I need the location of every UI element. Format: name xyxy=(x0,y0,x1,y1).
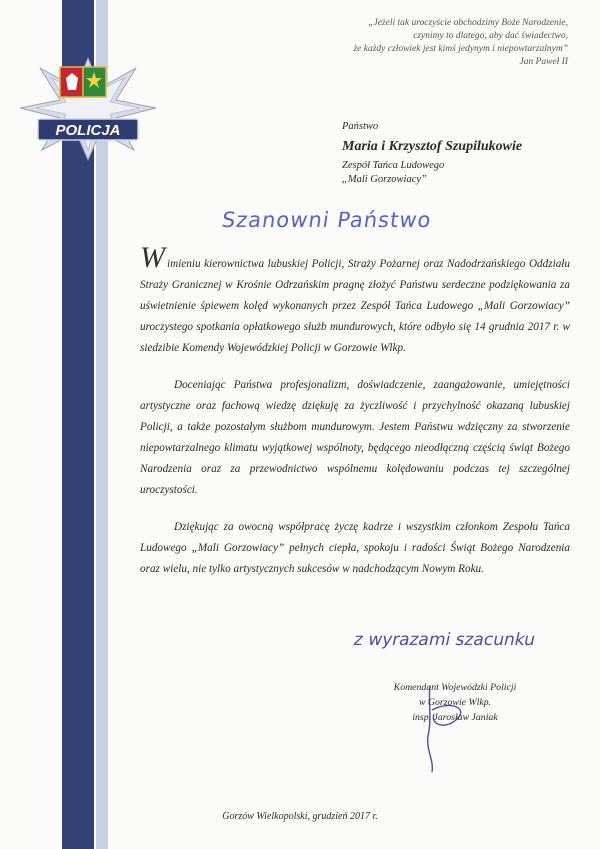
signatory-title: w Gorzowie Wlkp. xyxy=(418,697,492,708)
quote-line: „Jeżeli tak uroczyście obchodzimy Boże Narodzenie, xyxy=(368,18,568,28)
police-star-badge-icon xyxy=(16,56,160,161)
drop-cap: W xyxy=(140,241,165,274)
signatory-title: Komendant Wojewódzki Policji xyxy=(393,682,517,693)
addressee-block xyxy=(342,120,522,187)
addressee-salutation: Państwo xyxy=(342,121,379,132)
paragraph-text: imieniu kierownictwa lubuskiej Policji, Straży Pożarnej oraz Nadodrzańskiego Oddziału Straży Granicznej w Krośnie Odrzańskim pragnę złożyć Państwu serdeczne podziękowania za uświetnienie śpiewem kolęd wykonanych przez Zespół Tańca Ludowego „Mali Gorzowiacy” uroczystego spotkania opłatkowego służb mundurowych, które odbyło się 14 grudnia 2017 r. w siedzibie Komendy Wojewódzkiej Policji w Gorzowie Wlkp. xyxy=(140,258,570,354)
badge-label: POLICJA xyxy=(55,122,121,139)
quote-line: czynimy to dlatego, aby dać świadectwo, xyxy=(413,31,568,41)
signatory-name: insp. Jarosław Janiak xyxy=(412,712,498,723)
paragraph: Doceniając Państwa profesjonalizm, doświadczenie, zaangażowanie, umiejętności artystyczne oraz fachową wiedzę dziękuję za życzliwość i przychylność okazaną lubuskiej Policji, a także pozostałym służbom mundurowym. Jestem Państwu wdzięczny za stworzenie niepowtarzalnego klimatu wyjątkowej wspólnoty, będącego nieodłączną częścią świąt Bożego Narodzenia oraz za przewodnictwo wspólnemu kolędowaniu podczas tej szczególnej uroczystości. xyxy=(140,379,570,496)
addressee-name: Maria i Krzysztof Szupilukowie xyxy=(342,139,523,154)
paragraph: Dziękując za owocną współpracę życzę kadrze i wszystkim członkom Zespołu Tańca Ludowego „Mali Gorzowiacy” pełnych ciepła, spokoju i radości Świąt Bożego Narodzenia oraz wielu, nie tylko artystycznych sukcesów w nadchodzącym Nowym Roku. xyxy=(140,521,570,575)
quote-author: Jan Paweł II xyxy=(519,57,568,67)
quote-line: że każdy człowiek jest kimś jedynym i niepowtarzalnym” xyxy=(353,44,568,54)
paragraph xyxy=(140,241,570,359)
signatory-block xyxy=(385,680,525,725)
epigraph-quote xyxy=(238,17,568,69)
addressee-org-line: Zespół Tańca Ludowego xyxy=(342,160,445,171)
handwritten-greeting: Szanowni Państwo xyxy=(220,208,434,232)
handwritten-closing: z wyrazami szacunku xyxy=(351,630,538,650)
letter-body xyxy=(140,241,570,596)
place-and-date: Gorzów Wielkopolski, grudzień 2017 r. xyxy=(222,811,378,822)
addressee-org-line: „Mali Gorzowiacy” xyxy=(342,174,427,185)
